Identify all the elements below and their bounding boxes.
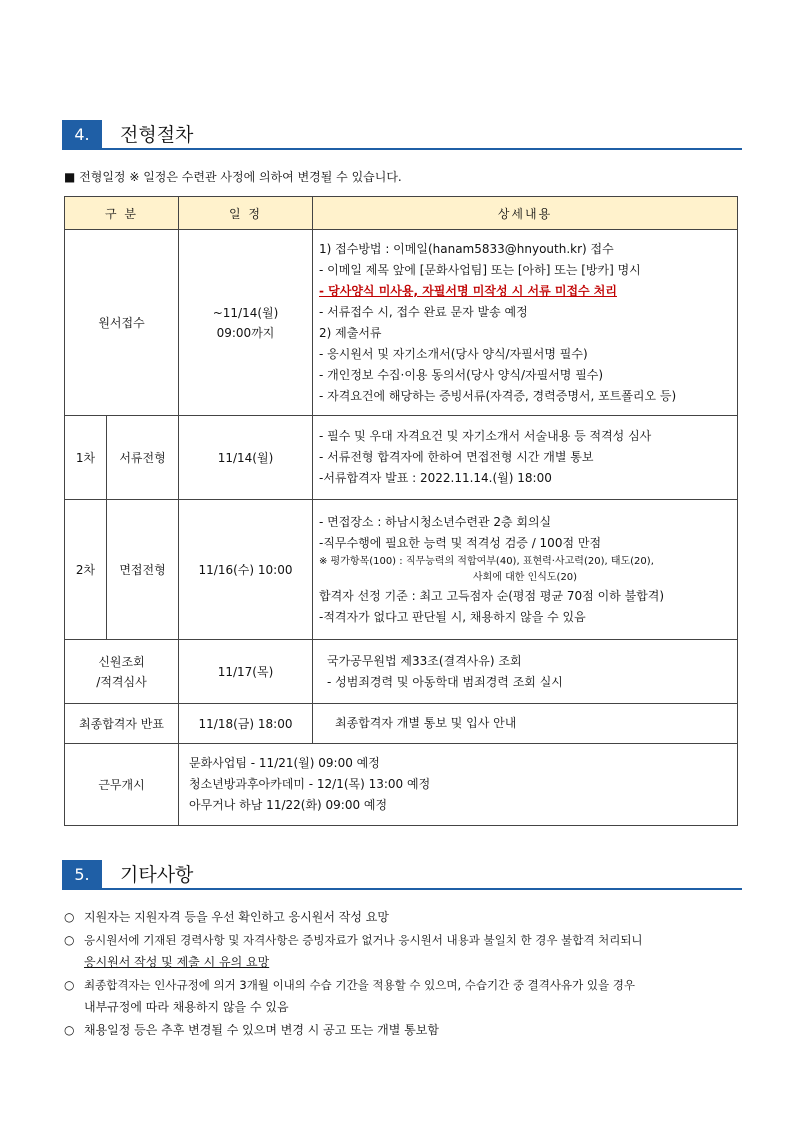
list-item-text: 채용일정 등은 추후 변경될 수 있으며 변경 시 공고 또는 개별 통보함 — [84, 1023, 439, 1037]
list-item-text: 지원자는 지원자격 등을 우선 확인하고 응시원서 작성 요망 — [84, 910, 389, 924]
detail-line: -적격자가 없다고 판단될 시, 채용하지 않을 수 있음 — [319, 609, 586, 624]
section-number: 5. — [62, 860, 102, 890]
circle-bullet-icon: ○ — [64, 1023, 75, 1037]
schedule-note: ■ 전형일정 ※ 일정은 수련관 사정에 의하여 변경될 수 있습니다. — [64, 170, 402, 184]
list-item — [64, 1019, 744, 1041]
section-5-heading — [62, 860, 742, 890]
list-item — [64, 929, 744, 973]
detail-line: - 개인정보 수집·이용 동의서(당사 양식/자필서명 필수) — [319, 367, 604, 382]
list-item-text: 응시원서 작성 및 제출 시 유의 요망 — [84, 955, 270, 969]
detail-line: - 서류접수 시, 접수 완료 문자 발송 예정 — [319, 304, 528, 319]
row-details — [313, 416, 738, 500]
circle-bullet-icon: ○ — [64, 933, 75, 947]
row-label: 최종합격자 반표 — [65, 704, 179, 744]
circle-bullet-icon: ○ — [64, 910, 75, 924]
detail-line: - 서류전형 합격자에 한하여 면접전형 시간 개별 통보 — [319, 450, 594, 464]
detail-line: 최종합격자 개별 통보 및 입사 안내 — [335, 716, 517, 730]
table-header-row — [65, 197, 738, 230]
section-title: 전형절차 — [120, 124, 194, 146]
detail-line: 합격자 선정 기준 : 최고 고득점자 순(평점 평균 70점 이하 불합격) — [319, 588, 665, 603]
detail-line-small: ※ 평가항목(100) : 직무능력의 적합여부(40), 표현력·사고력(20), 태도(20), — [319, 555, 654, 567]
row-date: 11/16(수) 10:00 — [179, 500, 313, 640]
section-4-heading — [62, 120, 742, 150]
detail-line: 문화사업팀 - 11/21(월) 09:00 예정 — [189, 756, 380, 770]
detail-line: - 필수 및 우대 자격요건 및 자기소개서 서술내용 등 적격성 심사 — [319, 429, 652, 443]
circle-bullet-icon: ○ — [64, 978, 75, 992]
list-item — [64, 906, 744, 928]
detail-line: - 이메일 제목 앞에 [문화사업팀] 또는 [아하] 또는 [방카] 명시 — [319, 262, 641, 277]
list-item-text: 최종합격자는 인사규정에 의거 3개월 이내의 수습 기간을 적용할 수 있으며, 수습기간 중 결격사유가 있을 경우 — [84, 978, 635, 992]
row-stage: 1차 — [65, 416, 107, 500]
list-item-text: 응시원서에 기재된 경력사항 및 자격사항은 증빙자료가 없거나 응시원서 내용과 불일치 한 경우 불합격 처리되니 — [84, 933, 643, 947]
section-divider — [102, 888, 742, 890]
row-details — [313, 230, 738, 416]
list-item — [64, 974, 744, 1018]
row-details — [313, 704, 738, 744]
label-line: 신원조회 — [98, 654, 145, 669]
header-category: 구 분 — [65, 197, 179, 230]
row-label: 서류전형 — [107, 416, 179, 500]
detail-line: - 응시원서 및 자기소개서(당사 양식/자필서명 필수) — [319, 346, 588, 361]
label-line: /적격심사 — [96, 674, 147, 689]
notes-list — [64, 906, 744, 1042]
table-row — [65, 704, 738, 744]
detail-line-small: 사회에 대한 인식도(20) — [472, 571, 578, 583]
detail-line: 국가공무원법 제33조(결격사유) 조회 — [327, 653, 522, 668]
table-row — [65, 500, 738, 640]
detail-line: 청소년방과후아카데미 - 12/1(목) 13:00 예정 — [189, 777, 431, 791]
list-item-text: 내부규정에 따라 채용하지 않을 수 있음 — [84, 1000, 289, 1014]
table-row — [65, 416, 738, 500]
row-label — [65, 640, 179, 704]
row-label: 면접전형 — [107, 500, 179, 640]
row-date: 11/18(금) 18:00 — [179, 704, 313, 744]
table-row — [65, 230, 738, 416]
schedule-table — [64, 196, 738, 826]
detail-line: -서류합격자 발표 : 2022.11.14.(월) 18:00 — [319, 471, 552, 485]
section-number: 4. — [62, 120, 102, 150]
detail-line: -직무수행에 필요한 능력 및 적격성 검증 / 100점 만점 — [319, 535, 602, 550]
row-details — [179, 744, 738, 826]
detail-line: - 성범죄경력 및 아동학대 범죄경력 조회 실시 — [327, 674, 563, 689]
row-label: 근무개시 — [65, 744, 179, 826]
row-date: 11/14(월) — [179, 416, 313, 500]
section-divider — [102, 148, 742, 150]
header-details: 상세내용 — [313, 197, 738, 230]
header-schedule: 일 정 — [179, 197, 313, 230]
section-title: 기타사항 — [120, 864, 194, 886]
detail-line: - 자격요건에 해당하는 증빙서류(자격증, 경력증명서, 포트폴리오 등) — [319, 388, 677, 403]
row-details — [313, 640, 738, 704]
row-stage: 2차 — [65, 500, 107, 640]
row-label: 원서접수 — [65, 230, 179, 416]
table-row — [65, 744, 738, 826]
detail-line: 2) 제출서류 — [319, 325, 382, 340]
date-line: ~11/14(월) — [212, 305, 279, 320]
detail-line: 아무거나 하남 11/22(화) 09:00 예정 — [189, 798, 388, 812]
detail-line-warning: - 당사양식 미사용, 자필서명 미작성 시 서류 미접수 처리 — [319, 283, 617, 298]
date-line: 09:00까지 — [216, 325, 275, 340]
table-row — [65, 640, 738, 704]
detail-line: - 면접장소 : 하남시청소년수련관 2층 회의실 — [319, 514, 552, 529]
detail-line: 1) 접수방법 : 이메일(hanam5833@hnyouth.kr) 접수 — [319, 241, 614, 256]
row-date — [179, 230, 313, 416]
row-date: 11/17(목) — [179, 640, 313, 704]
row-details — [313, 500, 738, 640]
